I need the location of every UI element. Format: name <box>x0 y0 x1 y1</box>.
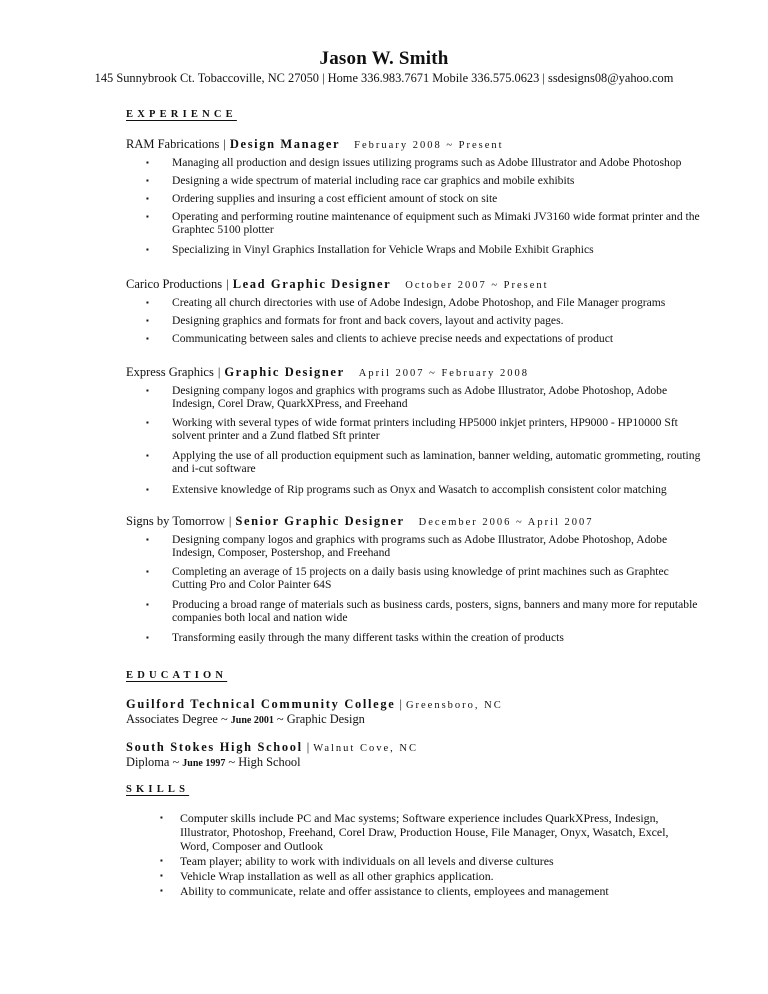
bullet-icon: ▪ <box>160 856 163 865</box>
job-title: Senior Graphic Designer <box>235 514 405 528</box>
job-title: Graphic Designer <box>224 365 345 379</box>
job-header: Carico Productions | Lead Graphic Designer October 2007 ~ Present <box>126 277 549 291</box>
school-header: South Stokes High School | Walnut Cove, NC <box>126 740 418 754</box>
job-header: Express Graphics | Graphic Designer April 2007 ~ February 2008 <box>126 365 529 379</box>
company-name: Carico Productions <box>126 277 223 291</box>
bullet-icon: ▪ <box>146 334 149 343</box>
degree-year: June 1997 <box>182 758 226 769</box>
bullet-icon: ▪ <box>146 633 149 642</box>
bullet-icon: ▪ <box>160 871 163 880</box>
bullet-icon: ▪ <box>160 886 163 895</box>
contact-line: 145 Sunnybrook Ct. Tobaccoville, NC 27050 | Home 336.983.7671 Mobile 336.575.0623 | ssdesigns08@yahoo.com <box>94 71 674 85</box>
bullet-icon: ▪ <box>146 451 149 460</box>
bullet-icon: ▪ <box>146 158 149 167</box>
bullet-icon: ▪ <box>160 813 163 822</box>
school-location: Greensboro, NC <box>405 700 503 711</box>
bullet-icon: ▪ <box>146 418 149 427</box>
company-name: Signs by Tomorrow <box>126 514 225 528</box>
bullet-icon: ▪ <box>146 212 149 221</box>
company-name: Express Graphics <box>126 365 214 379</box>
school-header: Guilford Technical Community College | Greensboro, NC <box>126 697 503 711</box>
resume-page: Jason W. Smith 145 Sunnybrook Ct. Tobaccoville, NC 27050 | Home 336.983.7671 Mobile 336.575.0623 | ssdesigns08@yahoo.com EXPERIENCE RAM Fabrications | Design Manager February 2008 ~ Present ▪ Managing all production and design issues utilizing programs such as Adobe Illustrator and Adobe Photoshop ▪ Designing a wide spectrum of material including race car graphics and mobile exhibits ▪ Ordering supplies and insuring a cost efficient amount of stock on site ▪ Operating and performing routine maintenance of equipment such as Mimaki JV3160 wide format printer and the Graphtec 5100 plotter ▪ Specializing in Vinyl Graphics Installation for Vehicle Wraps and Mobile Exhibit Graphics Carico Productions | Lead Graphic Designer October 2007 ~ Present ▪ Creating all church directories with use of Adobe Indesign, Adobe Photoshop, and File Manager programs ▪ Designing graphics and formats for front and back covers, layout and activity pages. ▪ Communicating between sales and clients to achieve precise needs and expectations of product Express Graphics | Graphic Designer April 2007 ~ February 2008 ▪ Designing company logos and graphics with programs such as Adobe Illustrator, Adobe Photoshop, Adobe Indesign, Corel Draw, QuarkXPress, and Freehand ▪ Working with several types of wide format printers including HP5000 inkjet printers, HP9000 - HP10000 Sft solvent printer and a Zund flatbed Sft printer ▪ Applying the use of all production equipment such as lamination, banner welding, automatic grommeting, routing and i-cut software ▪ Extensive knowledge of Rip programs such as Onyx and Wasatch to accomplish consistent color matching Signs by Tomorrow | Senior Graphic Designer December 2006 ~ April 2007 ▪ Designing company logos and graphics with programs such as Adobe Illustrator, Adobe Photoshop, Adobe Indesign, Composer, Postershop, and Freehand ▪ Completing an average of 15 projects on a daily basis using knowledge of print machines such as Graphtec Cutting Pro and Color Painter 64S ▪ Producing a broad range of materials such as business cards, posters, signs, banners and many more for reputable companies both local and nation wide ▪ Transforming easily through the many different tasks within the creation of products EDUCATION Guilford Technical Community College | Greensboro, NC Associates Degree ~ June 2001 ~ Graphic Design South Stokes High School | Walnut Cove, NC Diploma ~ June 1997 ~ High School SKILLS ▪ Computer skills include PC and Mac systems; Software experience includes QuarkXPress, Indesign, Illustrator, Photoshop, Freehand, Corel Draw, Production House, File Manager, Onyx, Wasatch, Excel, Word, Composer and Outlook ▪ Team player; ability to work with individuals on all levels and diverse cultures ▪ Vehicle Wrap installation as well as all other graphics application. ▪ Ability to communicate, relate and offer assistance to clients, employees and management <box>0 0 768 994</box>
bullet-icon: ▪ <box>146 176 149 185</box>
degree-year: June 2001 <box>230 715 274 726</box>
bullet-icon: ▪ <box>146 567 149 576</box>
bullet-icon: ▪ <box>146 485 149 494</box>
job-header: Signs by Tomorrow | Senior Graphic Designer December 2006 ~ April 2007 <box>126 514 594 528</box>
company-name: RAM Fabrications <box>126 137 220 151</box>
candidate-name: Jason W. Smith <box>319 48 449 69</box>
bullet-icon: ▪ <box>146 535 149 544</box>
job-title: Lead Graphic Designer <box>232 277 392 291</box>
bullet-icon: ▪ <box>146 600 149 609</box>
job-header: RAM Fabrications | Design Manager February 2008 ~ Present <box>126 137 504 151</box>
job-dates: April 2007 ~ February 2008 <box>358 368 529 379</box>
bullet-icon: ▪ <box>146 245 149 254</box>
bullet-icon: ▪ <box>146 316 149 325</box>
school-location: Walnut Cove, NC <box>313 743 418 754</box>
job-dates: October 2007 ~ Present <box>405 280 549 291</box>
degree-line: Diploma ~ June 1997 ~ High School <box>126 755 301 769</box>
job-title: Design Manager <box>229 137 341 151</box>
degree-line: Associates Degree ~ June 2001 ~ Graphic Design <box>126 712 365 726</box>
job-dates: February 2008 ~ Present <box>354 140 504 151</box>
school-name: South Stokes High School <box>126 740 303 754</box>
job-dates: December 2006 ~ April 2007 <box>418 517 594 528</box>
education-heading: EDUCATION <box>126 670 228 681</box>
skills-heading: SKILLS <box>126 784 190 795</box>
bullet-icon: ▪ <box>146 298 149 307</box>
school-name: Guilford Technical Community College <box>126 697 396 711</box>
bullet-icon: ▪ <box>146 194 149 203</box>
experience-heading: EXPERIENCE <box>126 109 237 120</box>
bullet-icon: ▪ <box>146 386 149 395</box>
